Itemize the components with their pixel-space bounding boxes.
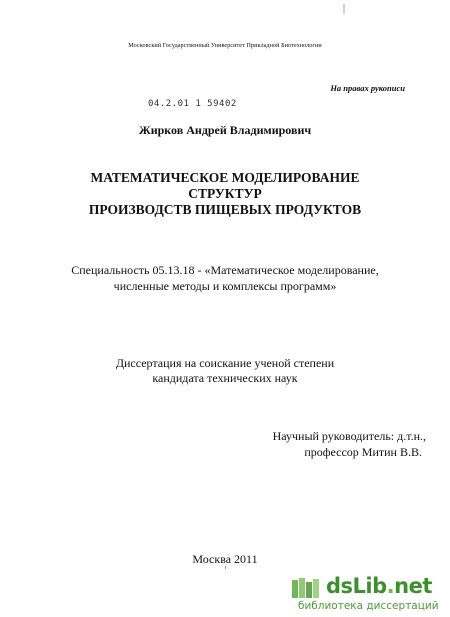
thesis-title-line: МАТЕМАТИЧЕСКОЕ МОДЕЛИРОВАНИЕ [90,170,360,185]
dslib-watermark[interactable] [290,574,450,617]
specialty-line: Специальность 05.13.18 - «Математическое моделирование, [71,263,379,277]
supervisor-block [273,428,426,460]
university-name: Московский Государственный Университет Прикладной Биотехнологии [128,42,322,49]
city-year: Москва 2011 [192,552,258,566]
thesis-title-line: ПРОИЗВОДСТВ ПИЩЕВЫХ ПРОДУКТОВ [88,202,362,217]
registry-stamp: 04.2.01 1 59402 [148,99,237,109]
degree-line: Диссертация на соискание ученой степени [115,356,335,370]
author-name: Жирков Андрей Владимирович [138,123,312,137]
specialty-line: численные методы и комплексы программ» [113,279,337,293]
scan-mark [343,4,345,14]
degree-block [0,356,450,386]
watermark-site-name: dsLib.net [326,574,432,598]
page-tick [225,566,226,569]
specialty-block [0,262,450,294]
books-icon [290,576,324,600]
supervisor-line: профессор Митин В.В. [304,445,422,459]
thesis-title-line: СТРУКТУР [188,186,262,201]
watermark-subtitle: библиотека диссертаций [298,600,439,612]
thesis-title [0,170,450,218]
degree-line: кандидата технических наук [152,371,298,385]
rights-note: На правах рукописи [330,83,405,93]
supervisor-line: Научный руководитель: д.т.н., [272,429,426,443]
